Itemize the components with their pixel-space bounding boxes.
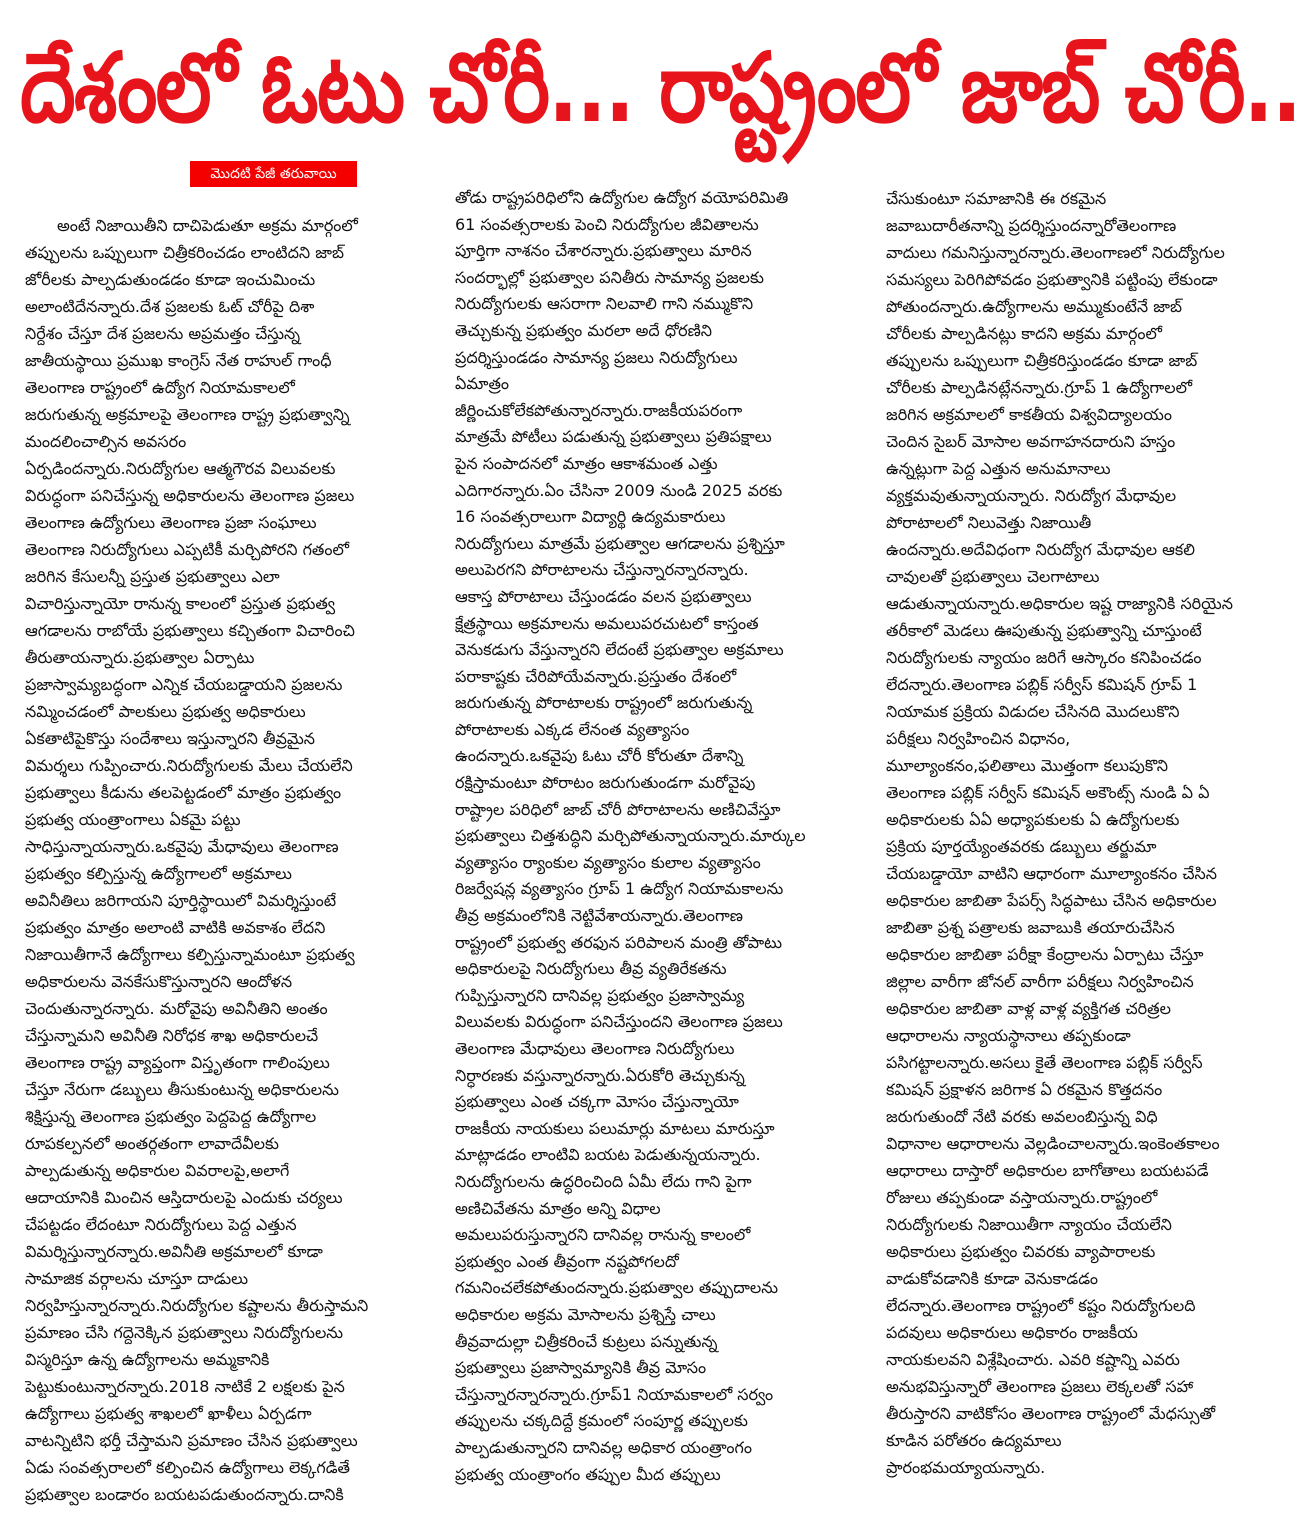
article-text-line: పోరాటాలలో నిలువెత్తు నిజాయితీ — [886, 513, 1092, 532]
article-text-line: పరీక్షలు నిర్వహించిన విధానం, — [886, 729, 1071, 748]
article-text-line: ఉందన్నారు.ఒకవైపు ఓటు చోరీ కోరుతూ దేశాన్ని — [455, 746, 744, 766]
article-text-line: ఏర్పడిందన్నారు.నిరుద్యోగుల ఆత్మగౌరవ విలువలకు — [25, 459, 336, 478]
article-text-line: అలాంటిదేనన్నారు.దేశ ప్రజలకు ఓట్ చోరీపై దిశా — [25, 297, 315, 316]
article-text-line: తోడు రాష్ట్రపరిధిలోని ఉద్యోగుల ఉద్యోగ వయోపరిమితి — [455, 188, 789, 207]
article-text-line: ప్రభుత్వాల బండారం బయటపడుతుందన్నారు.దానికి — [25, 1485, 344, 1504]
article-text-line: వాదులు గమనిస్తున్నారన్నారు.తెలంగాణలో నిరుద్యోగుల — [886, 243, 1225, 262]
article-text-line: నిరుద్యోగులకు నిజాయితీగా న్యాయం చేయలేని — [886, 1215, 1172, 1234]
article-text-line: అధికారుల జాబితా పరీక్షా కేంద్రాలను ఏర్పాటు చేస్తూ — [886, 945, 1204, 964]
article-text-line: విరుద్ధంగా పనిచేస్తున్న అధికారులను తెలంగాణ ప్రజలు — [25, 486, 355, 505]
article-text-line: పెట్టుకుంటున్నారన్నారు.2018 నాటికే 2 లక్షలకు పైన — [25, 1377, 345, 1396]
article-text-line: పోరాటాలకు ఎక్కడ లేనంత వ్యత్యాసం — [455, 719, 690, 739]
article-text-line: తప్పులను చక్కదిద్దే క్రమంలో సంపూర్ణ తప్పులకు — [455, 1411, 748, 1431]
article-text-line: తెలంగాణ ఉద్యోగులు తెలంగాణ ప్రజా సంఘాలు — [25, 513, 317, 532]
article-text-line: రాష్ట్రంలో ప్రభుత్వ తరఫున పరిపాలన మంత్రి తోపాటు — [455, 932, 782, 952]
article-text-line: జరుగుతుందో నేటి వరకు అవలంబిస్తున్న విధి — [886, 1107, 1158, 1126]
article-text-line: లేదన్నారు.తెలంగాణ పబ్లిక్ సర్వీస్ కమిషన్ గ్రూప్ 1 — [886, 675, 1198, 694]
article-text-line: పాల్పడుతున్న అధికారుల వివరాలపై,అలాగే — [25, 1161, 290, 1180]
article-text-line: చెందిన సైబర్ మోసాల అవగాహనదారుని హస్తం — [886, 432, 1176, 451]
article-text-line: తెలంగాణ నిరుద్యోగులు ఎప్పటికీ మర్చిపోరని గతంలో — [25, 540, 349, 559]
article-text-line: చోరీలకు పాల్పడినట్లేనన్నారు.గ్రూప్ 1 ఉద్యోగాలలో — [886, 378, 1193, 397]
article-text-line: క్షేత్రస్థాయి అక్రమాలను అమలుపరచుటలో కాస్తంత — [455, 613, 759, 633]
article-text-line: జరుగుతున్న పోరాటాలకు రాష్ట్రంలో జరుగుతున్న — [455, 693, 753, 713]
article-text-line: ఏమాత్రం — [455, 374, 510, 394]
article-text-line: చేస్తూ నేరుగా డబ్బులు తీసుకుంటున్న అధికారులను — [25, 1080, 339, 1099]
article-column-2 — [455, 185, 865, 1488]
article-text-line: విమర్శిస్తున్నారన్నారు.అవినీతి అక్రమాలలో కూడా — [25, 1242, 323, 1261]
headline: దేశంలో ఓటు చోరీ... రాష్ట్రంలో జాబ్ చోరీ.. — [20, 32, 1301, 144]
article-text-line: పోతుందన్నారు.ఉద్యోగాలను అమ్ముకుంటేనే జాబ్ — [886, 297, 1182, 316]
article-text-line: ఆగడాలను రాబోయే ప్రభుత్వాలు కచ్చితంగా విచారించి — [25, 621, 355, 640]
article-text-line: అనుభవిస్తున్నారో తెలంగాణ ప్రజలు లెక్కలతో సహా — [886, 1377, 1194, 1396]
article-text-line: తెలంగాణ మేధావులు తెలంగాణ నిరుద్యోగులు — [455, 1039, 735, 1058]
article-text-line: ఏడు సంవత్సరాలలో కల్పించిన ఉద్యోగాలు లెక్కగడితే — [25, 1458, 351, 1477]
article-text-line: విలువలకు విరుద్ధంగా పనిచేస్తుందని తెలంగాణ ప్రజలు — [455, 1012, 783, 1032]
article-text-line: అణిచివేతను మాత్రం అన్ని విధాల — [455, 1198, 661, 1218]
article-text-line: చేయబడ్డాయో వాటిని ఆధారంగా మూల్యాంకనం చేసిన — [886, 864, 1217, 883]
article-text-line: తెలంగాణ పబ్లిక్ సర్వీస్ కమిషన్ అకౌంట్స్ నుండి ఏ ఏ — [886, 783, 1210, 802]
article-text-line: మూల్యాంకనం,ఫలితాలు మొత్తంగా కలుపుకొని — [886, 756, 1169, 775]
article-text-line: సందర్భాల్లో ప్రభుత్వాల పనితీరు సామాన్య ప్రజలకు — [455, 267, 764, 287]
article-text-line: జరిగిన అక్రమాలలో కాకతీయ విశ్వవిద్యాలయం — [886, 405, 1172, 424]
article-text-line: ఆదాయానికి మించిన ఆస్తిదారులపై ఎందుకు చర్యలు — [25, 1188, 343, 1207]
article-text-line: శిక్షిస్తున్న తెలంగాణ ప్రభుత్వం పెద్దపెద్ద ఉద్యోగాల — [25, 1107, 317, 1126]
article-text-line: ప్రమాణం చేసి గద్దెనెక్కిన ప్రభుత్వాలు నిరుద్యోగులను — [25, 1323, 344, 1342]
article-text-line: తప్పులను ఒప్పులుగా చిత్రీకరించడం లాంటిదని జాబ్ — [25, 243, 344, 262]
article-text-line: నిర్దేశం చేస్తూ దేశ ప్రజలను అప్రమత్తం చేస్తున్న — [25, 324, 300, 343]
article-text-line: జరిగిన కేసులన్నీ ప్రస్తుత ప్రభుత్వాలు ఎలా — [25, 567, 280, 586]
article-text-line: ఆడుతున్నాయన్నారు.అధికారుల ఇష్ట రాజ్యానికి సరియైన — [886, 594, 1233, 613]
article-text-line: విచారిస్తున్నాయో రానున్న కాలంలో ప్రస్తుత ప్రభుత్వ — [25, 594, 336, 613]
article-text-line: కూడిన పరోతరం ఉద్యమాలు — [886, 1431, 1062, 1450]
article-text-line: ప్రభుత్వాలు చిత్తశుద్ధిని మర్చిపోతున్నాయన్నారు.మార్కుల — [455, 826, 806, 846]
article-text-line: అధికారులను వెనకేసుకొస్తున్నారని ఆందోళన — [25, 972, 293, 991]
article-text-line: ఆధారాలు దాస్తారో అధికారుల బాగోతాలు బయటపడే — [886, 1161, 1209, 1180]
article-text-line: తప్పులను ఒప్పులుగా చిత్రీకరిస్తుండడం కూడా జాబ్ — [886, 351, 1198, 370]
article-text-line: వెనుకడుగు వేస్తున్నారని లేదంటే ప్రభుత్వాల అక్రమాలు — [455, 640, 784, 660]
article-text-line: జరుగుతున్న అక్రమాలపై తెలంగాణ రాష్ట్ర ప్రభుత్వాన్ని — [25, 405, 350, 424]
article-text-line: 16 సంవత్సరాలుగా విద్యార్థి ఉద్యమకారులు — [455, 507, 726, 527]
article-text-line: ఉద్యోగాలు ప్రభుత్వ శాఖలలో ఖాళీలు ఏర్పడగా — [25, 1404, 312, 1423]
article-text-line: తీరుస్తారని వాటికోసం తెలంగాణ రాష్ట్రంలో మేధస్సుతో — [886, 1404, 1216, 1423]
article-text-line: చేపట్టడం లేదంటూ నిరుద్యోగులు పెద్ద ఎత్తున — [25, 1215, 297, 1234]
article-text-line: ప్రభుత్వ యంత్రాంగం తప్పుల మీద తప్పులు — [455, 1464, 721, 1484]
article-text-line: ప్రభుత్వాలు కీడును తలపెట్టడంలో మాత్రం ప్రభుత్వం — [25, 783, 342, 802]
article-text-line: తరీకాలో మెడలు ఊపుతున్న ప్రభుత్వాన్ని చూస్తుంటే — [886, 621, 1202, 640]
article-text-line: అంటే నిజాయితీని దాచిపెడుతూ అక్రమ మార్గంలో — [57, 216, 358, 235]
article-text-line: ప్రభుత్వాలు ప్రజాస్వామ్యానికి తీవ్ర మోసం — [455, 1358, 707, 1378]
article-text-line: గుప్పిస్తున్నారని దానివల్ల ప్రభుత్వం ప్రజాస్వామ్య — [455, 985, 745, 1005]
article-text-line: అధికారుల జాబితా పేపర్స్ సిద్ధపాటు చేసిన అధికారుల — [886, 891, 1217, 910]
article-text-line: పదవులు అధికారులు అధికారం రాజకీయ — [886, 1323, 1138, 1342]
article-text-line: జోరీలకు పాల్పడుతుండడం కూడా ఇంచుమించు — [25, 270, 316, 289]
article-text-line: నిరుద్యోగులను ఉద్ధరించింది ఏమీ లేదు గాని పైగా — [455, 1171, 752, 1191]
article-text-line: ఉన్నట్లుగా పెద్ద ఎత్తున అనుమానాలు — [886, 459, 1111, 478]
article-text-line: తీవ్రవాదుల్లా చిత్రీకరించే కుట్రలు పన్నుతున్న — [455, 1331, 718, 1351]
article-text-line: గమనించలేకపోతుందన్నారు.ప్రభుత్వాల తప్పుదాలను — [455, 1278, 779, 1298]
article-text-line: చావులతో ప్రభుత్వాలు చెలగాటాలు — [886, 567, 1100, 586]
article-text-line: అధికారుల అక్రమ మోసాలను ప్రశ్నిస్తే చాలు — [455, 1304, 716, 1324]
article-column-3 — [886, 185, 1296, 1481]
article-text-line: ప్రభుత్వ యంత్రాంగాలు ఏకమై పట్టు — [25, 810, 241, 829]
article-text-line: సాధిస్తున్నాయన్నారు.ఒకవైపు మేధావులు తెలంగాణ — [25, 837, 339, 856]
article-text-line: మాట్లాడడం లాంటివి బయట పెడుతున్నయన్నారు. — [455, 1145, 761, 1165]
article-text-line: పరాకాష్టకు చేరిపోయేవన్నారు.ప్రస్తుతం దేశంలో — [455, 666, 737, 686]
article-text-line: ప్రదర్శిస్తుండడం సామాన్య ప్రజలు నిరుద్యోగులు — [455, 347, 738, 367]
article-text-line: ఉందన్నారు.అదేవిధంగా నిరుద్యోగ మేధావుల ఆకలి — [886, 540, 1196, 559]
article-text-line: రాష్ట్రాల పరిధిలో జాబ్ చోరీ పోరాటాలను అణిచివేస్తూ — [455, 799, 781, 819]
article-text-line: తీవ్ర అక్రమంలోనికి నెట్టివేశాయన్నారు.తెలంగాణ — [455, 906, 743, 926]
article-text-line: వ్యక్తమవుతున్నాయన్నారు. నిరుద్యోగ మేధావుల — [886, 486, 1177, 505]
article-text-line: తెలంగాణ రాష్ట్ర వ్యాప్తంగా విస్తృతంగా గాలింపులు — [25, 1053, 330, 1072]
article-text-line: అధికారులపై నిరుద్యోగులు తీవ్ర వ్యతిరేకతను — [455, 959, 727, 979]
article-text-line: నిర్ధారణకు వస్తున్నారన్నారు.ఏరుకోరి తెచ్చుకున్న — [455, 1065, 745, 1085]
article-text-line: ప్రభుత్వాలు ఎంత చక్కగా మోసం చేస్తున్నాయో — [455, 1092, 739, 1112]
article-text-line: అధికారులు ప్రభుత్వం చివరకు వ్యాపారాలకు — [886, 1242, 1156, 1261]
article-text-line: నిజాయితీగానే ఉద్యోగాలు కల్పిస్తున్నామంటూ ప్రభుత్వ — [25, 945, 355, 964]
article-text-line: నిరుద్యోగులు మాత్రమే ప్రభుత్వాల ఆగడాలను ప్రశ్నిస్తూ — [455, 533, 785, 553]
article-text-line: జాబితా ప్రశ్న పత్రాలకు జవాబుకి తయారుచేసిన — [886, 918, 1175, 937]
article-text-line: నిరుద్యోగులకు న్యాయం జరిగే ఆస్కారం కనిపించడం — [886, 648, 1202, 667]
article-text-line: ప్రారంభమయ్యాయన్నారు. — [886, 1458, 1046, 1477]
article-text-line: చోరీలకు పాల్పడినట్లు కాదని అక్రమ మార్గంలో — [886, 324, 1163, 343]
article-text-line: తెచ్చుకున్న ప్రభుత్వం మరలా అదే ధోరణిని — [455, 320, 713, 340]
article-text-line: ప్రజాస్వామ్యబద్ధంగా ఎన్నిక చేయబడ్డాయని ప్రజలను — [25, 675, 343, 694]
article-text-line: పూర్తిగా నాశనం చేశారన్నారు.ప్రభుత్వాలు మారిన — [455, 241, 752, 261]
article-text-line: చెందుతున్నారన్నారు. మరోవైపు అవినీతిని అంతం — [25, 999, 328, 1018]
article-text-line: అమలుపరుస్తున్నారని దానివల్ల రానున్న కాలంలో — [455, 1225, 751, 1245]
article-text-line: రక్షిస్తామంటూ పోరాటం జరుగుతుండగా మరోవైపు — [455, 773, 756, 793]
article-text-line: రాజకీయ నాయకులు పలుమార్లు మాటలు మారుస్తూ — [455, 1118, 775, 1138]
article-text-line: తెలంగాణ రాష్ట్రంలో ఉద్యోగ నియామకాలలో — [25, 378, 295, 397]
article-text-line: తీరుతాయన్నారు.ప్రభుత్వాల ఏర్పాటు — [25, 648, 255, 667]
article-text-line: కమిషన్ ప్రక్షాళన జరిగాక ఏ రకమైన కొత్తదనం — [886, 1080, 1163, 1099]
article-text-line: అధికారులకు ఏఏ అధ్యాపకులకు ఏ ఉద్యోగులకు — [886, 810, 1180, 829]
article-text-line: ఆధారాలను న్యాయస్థానాలు తప్పకుండా — [886, 1026, 1131, 1045]
article-text-line: జిల్లాల వారీగా జోనల్ వారీగా పరీక్షలు నిర్వహించిన — [886, 972, 1194, 991]
article-text-line: మందలించాల్సిన అవసరం — [25, 432, 187, 451]
article-text-line: నియామక ప్రక్రియ విడుదల చేసినది మొదలుకొని — [886, 702, 1180, 721]
article-text-line: నాయకులవని విశ్లేషించారు. ఎవరి కష్టాన్ని ఎవరు — [886, 1350, 1180, 1369]
article-text-line: అధికారుల జాబితా వాళ్ల వాళ్ల వ్యక్తిగత చరిత్రల — [886, 999, 1171, 1018]
article-text-line: ఆకాస్త పోరాటాలు చేస్తుండడం వలన ప్రభుత్వాలు — [455, 586, 752, 606]
article-text-line: జవాబుదారీతనాన్ని ప్రదర్శిస్తుందన్నారోతెలంగాణ — [886, 216, 1177, 235]
article-text-line: లేదన్నారు.తెలంగాణ రాష్ట్రంలో కష్టం నిరుద్యోగులది — [886, 1296, 1196, 1315]
article-text-line: రూపకల్పనలో అంతర్గతంగా లావాదేవీలకు — [25, 1134, 279, 1153]
article-text-line: చేస్తున్నారన్నారన్నారు.గ్రూప్1 నియామకాలలో సర్వం — [455, 1384, 774, 1404]
article-text-line: సమస్యలు పెరిగిపోవడం ప్రభుత్వానికి పట్టింపు లేకుండా — [886, 270, 1218, 289]
article-text-line: విమర్శలు గుప్పించారు.నిరుద్యోగులకు మేలు చేయలేని — [25, 756, 353, 775]
article-text-line: నమ్మించడంలో పాలకులు ప్రభుత్వ అధికారులు — [25, 702, 306, 721]
article-text-line: ఎదిగారన్నారు.ఏం చేసినా 2009 నుండి 2025 వరకు — [455, 480, 783, 500]
article-text-line: ప్రభుత్వం మాత్రం అలాంటి వాటికి అవకాశం లేదని — [25, 918, 326, 937]
article-text-line: మాత్రమే పోటీలు పడుతున్న ప్రభుత్వాలు ప్రతిపక్షాలు — [455, 427, 772, 447]
article-text-line: రిజర్వేషన్ల వ్యత్యాసం గ్రూప్ 1 ఉద్యోగ నియామకాలను — [455, 879, 784, 899]
article-text-line: 61 సంవత్సరాలకు పెంచి నిరుద్యోగుల జీవితాలను — [455, 214, 759, 234]
article-column-1 — [25, 212, 435, 1508]
article-text-line: వ్యత్యాసం ర్యాంకుల వ్యత్యాసం కులాల వ్యత్యాసం — [455, 852, 761, 872]
article-text-line: పాల్పడుతున్నారని దానివల్ల అధికార యంత్రాంగం — [455, 1437, 752, 1457]
article-text-line: నిర్వహిస్తున్నారన్నారు.నిరుద్యోగుల కష్టాలను తీరుస్తామని — [25, 1296, 369, 1315]
article-text-line: చేసుకుంటూ సమాజానికి ఈ రకమైన — [886, 189, 1107, 208]
article-text-line: ప్రభుత్వం కల్పిస్తున్న ఉద్యోగాలలో అక్రమాలు — [25, 864, 292, 883]
article-text-line: విధానాల ఆధారాలను వెల్లడించాలన్నారు.ఇంకెంతకాలం — [886, 1134, 1220, 1153]
article-text-line: ప్రక్రియ పూర్తయ్యేంతవరకు డబ్బులు తర్జుమా — [886, 837, 1157, 856]
article-text-line: సామాజిక వర్గాలను చూస్తూ దాడులు — [25, 1269, 249, 1288]
continuation-label: మొదటి పేజీ తరువాయి — [190, 161, 357, 187]
article-text-line: అవినీతిలు జరిగాయని పూర్తిస్థాయిలో విమర్శిస్తుంటే — [25, 891, 337, 910]
article-text-line: వాడుకోవడానికి కూడా వెనుకాడడం — [886, 1269, 1098, 1288]
article-text-line: రోజులు తప్పకుండా వస్తాయన్నారు.రాష్ట్రంలో — [886, 1188, 1158, 1207]
article-text-line: పసిగట్టాలన్నారు.అసలు కైతే తెలంగాణ పబ్లిక్ సర్వీస్ — [886, 1053, 1203, 1072]
article-text-line: నిరుద్యోగులకు ఆసరాగా నిలవాలి గాని నమ్ముకొని — [455, 294, 754, 314]
article-text-line: విస్మరిస్తూ ఉన్న ఉద్యోగాలను అమ్మకానికి — [25, 1350, 270, 1369]
article-text-line: పైన సంపాదనలో మాత్రం ఆకాశమంత ఎత్తు — [455, 453, 718, 473]
article-text-line: జాతీయస్థాయి ప్రముఖ కాంగ్రెస్ నేత రాహుల్ గాంధీ — [25, 351, 332, 370]
article-text-line: ఏకతాటిపైకొస్తు సందేశాలు ఇస్తున్నారని తీవ్రమైన — [25, 729, 315, 748]
article-text-line: వాటన్నిటిని భర్తీ చేస్తామని ప్రమాణం చేసిన ప్రభుత్వాలు — [25, 1431, 358, 1450]
article-text-line: అలుపెరగని పోరాటాలను చేస్తున్నారన్నారన్నారు. — [455, 560, 749, 580]
article-text-line: ప్రభుత్వం ఎంత తీవ్రంగా నష్టపోగలదో — [455, 1251, 679, 1271]
article-text-line: చేస్తున్నామని అవినీతి నిరోధక శాఖ అధికారులచే — [25, 1026, 319, 1045]
article-text-line: జీర్ణించుకోలేకపోతున్నారన్నారు.రాజకీయపరంగా — [455, 400, 743, 420]
